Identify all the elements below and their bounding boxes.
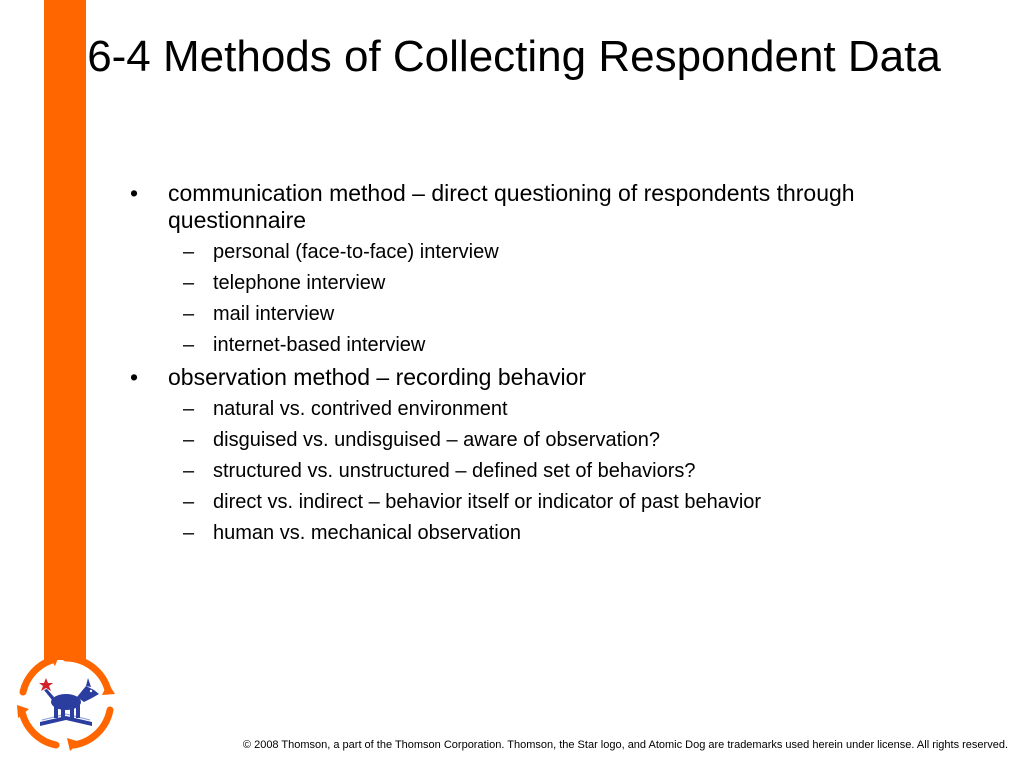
sub-bullet-marker: –: [183, 398, 195, 420]
sub-bullet-text: mail interview: [213, 303, 335, 325]
bullet-text: observation method – recording behavior: [168, 364, 587, 390]
sub-bullet-text: natural vs. contrived environment: [213, 398, 508, 420]
sub-bullet-text: direct vs. indirect – behavior itself or indicator of past behavior: [213, 491, 762, 513]
bullet-marker: •: [130, 180, 139, 206]
sub-bullet-item: [128, 333, 988, 357]
sub-bullet-item: [128, 490, 988, 514]
bullet-marker: •: [130, 364, 139, 390]
sub-bullet-text: structured vs. unstructured – defined set of behaviors?: [213, 460, 696, 482]
sub-bullet-marker: –: [183, 522, 195, 544]
sub-bullet-item: [128, 240, 988, 264]
sub-bullet-marker: –: [183, 303, 195, 325]
sub-bullet-marker: –: [183, 334, 195, 356]
sub-bullet-item: [128, 459, 988, 483]
sub-bullet-item: [128, 428, 988, 452]
sub-bullet-marker: –: [183, 272, 195, 294]
sub-bullet-text: internet-based interview: [213, 334, 426, 356]
sub-bullet-item: [128, 397, 988, 421]
accent-side-bar: [44, 0, 86, 660]
bullet-item: [128, 180, 988, 234]
sub-bullet-item: [128, 521, 988, 545]
sub-bullet-item: [128, 302, 988, 326]
bullet-list: [128, 180, 988, 552]
sub-bullet-marker: –: [183, 429, 195, 451]
bullet-text: communication method – direct questioning of respondents through questionnaire: [168, 180, 855, 233]
sub-bullet-text: telephone interview: [213, 272, 386, 294]
sub-bullet-marker: –: [183, 491, 195, 513]
sub-bullet-marker: –: [183, 241, 195, 263]
copyright-footer: © 2008 Thomson, a part of the Thomson Corporation. Thomson, the Star logo, and Atomic Dog are trademarks used herein under license. All rights reserved.: [242, 739, 1008, 751]
sub-bullet-text: human vs. mechanical observation: [213, 522, 521, 544]
bullet-item: [128, 364, 988, 391]
atomic-dog-logo-icon: [14, 650, 118, 754]
sub-bullet-marker: –: [183, 460, 195, 482]
sub-bullet-text: disguised vs. undisguised – aware of observation?: [213, 429, 660, 451]
sub-bullet-text: personal (face-to-face) interview: [213, 241, 499, 263]
slide-title: 6-4 Methods of Collecting Respondent Data: [87, 32, 941, 81]
sub-bullet-item: [128, 271, 988, 295]
